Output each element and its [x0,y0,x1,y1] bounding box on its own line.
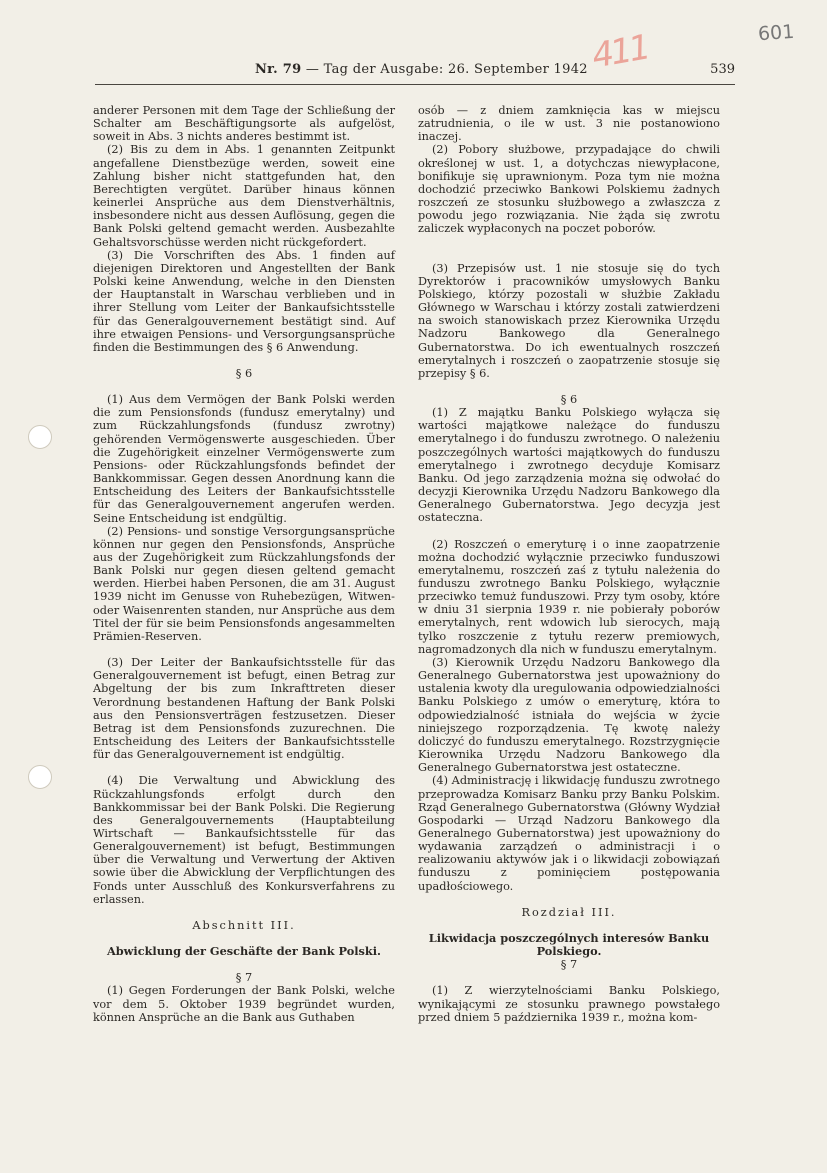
paragraph: (1) Z majątku Banku Polskiego wyłącza się wartości majątkowe należące do funduszu emerytalnego i do funduszu zwrotnego. O należeniu poszczególnych wartości majątkowych do funduszu emerytalnego i zwrotnego decyduje Komisarz Banku. Od jego zarządzenia można się odwołać do decyzji Kierownika Urzędu Nadzoru Bankowego dla Generalnego Gubernatorstwa. Jego decyzja jest ostateczna. [418,406,720,525]
paragraph: (2) Pobory służbowe, przypadające do chwili określonej w ust. 1, a dotychczas niewypłacone, bonifikuje się uprawnionym. Poza tym nie można dochodzić przeciwko Bankowi Polskiemu żadnych roszczeń ze stosunku służbowego a zwłaszcza z powodu jego rozwiązania. Nie żąda się zwrotu zaliczek wypłaconych na poczet poborów. [418,143,720,236]
chapter-heading: Rozdział III. [521,905,617,919]
paragraph: (1) Gegen Forderungen der Bank Polski, welche vor dem 5. Oktober 1939 begründet wurden, können Ansprüche an die Bank aus Guthaben [93,984,395,1024]
chapter-title: Likwidacja poszczególnych interesów Banku Polskiego. [428,930,710,959]
header-rule [95,84,735,85]
punch-hole-icon [28,765,52,789]
paragraph: (2) Roszczeń o emeryturę i o inne zaopatrzenie można dochodzić wyłącznie przeciwko funduszowi emerytalnemu, roszczeń zaś z tytułu należenia do funduszu zwrotnego Banku Polskiego, wyłącznie przeciwko temuż funduszowi. Przy tym osoby, które w dniu 31 sierpnia 1939 r. nie pobierały poborów emerytalnych, rent wdowich lub sierocych, mają tylko roszczenie z tytułu rezerw premiowych, nagromadzonych dla nich w funduszu emerytalnym. [418,537,720,656]
paragraph: (1) Aus dem Vermögen der Bank Polski werden die zum Pensionsfonds (fundusz emerytalny) und zum Rückzahlungsfonds (fundusz zwrotny) gehörenden Vermögenswerte ausgeschieden. Über die Zugehörigkeit einzelner Vermögenswerte zum Pensions- oder Rückzahlungsfonds befindet der Bankkommissar. Gegen dessen Anordnung kann die Entscheidung des Leiters der Bankaufsichtsstelle für das Generalgouvernement angerufen werden. Seine Entscheidung ist endgültig. [93,393,395,525]
chapter-heading: Abschnitt III. [192,918,296,932]
german-column [93,104,395,1024]
paragraph: (1) Z wierzytelnościami Banku Polskiego, wynikającymi ze stosunku prawnego powstałego przed dniem 5 października 1939 r., można kom- [418,984,720,1024]
red-handwritten-mark: 411 [588,27,651,77]
header-issue [255,62,588,77]
issue-date: — Tag der Ausgabe: 26. September 1942 [305,62,588,77]
paragraph: (4) Die Verwaltung und Abwicklung des Rückzahlungsfonds erfolgt durch den Bankkommissar bei der Bank Polski. Die Regierung des Generalgouvernements (Hauptabteilung Wirtschaft — Bankaufsichtsstelle für das Generalgouvernement) ist befugt, Bestimmungen über die Verwaltung und Verwertung der Aktiven sowie über die Abwicklung der Verpflichtungen des Fonds unter Ausschluß des Konkursverfahrens zu erlassen. [93,774,395,906]
punch-hole-icon [28,425,52,449]
issue-number: Nr. 79 [255,62,302,77]
chapter-title: Abwicklung der Geschäfte der Bank Polski. [107,944,381,959]
paragraph: (2) Bis zu dem in Abs. 1 genannten Zeitpunkt angefallene Dienstbezüge werden, soweit eine Zahlung bisher nicht stattgefunden hat, den Berechtigten vergütet. Darüber hinaus können keinerlei Ansprüche aus dem Dienstverhältnis, insbesondere nicht aus dessen Auflösung, gegen die Bank Polski geltend gemacht werden. Ausbezahlte Gehaltsvorschüsse werden nicht rückgefordert. [93,143,395,249]
paragraph: osób — z dniem zamknięcia kas w miejscu zatrudnienia, o ile w ust. 3 nie postanowiono inaczej. [418,104,720,144]
paragraph: (2) Pensions- und sonstige Versorgungsansprüche können nur gegen den Pensionsfonds, Ansprüche aus der Zugehörigkeit zum Rückzahlungsfonds der Bank Polski nur gegen diesen geltend gemacht werden. Hierbei haben Personen, die am 31. August 1939 nicht im Genusse von Ruhebezügen, Witwen- oder Waisenrenten standen, nur Ansprüche aus dem Titel der für sie beim Pensionsfonds angesammelten Prämien-Reserven. [93,524,395,643]
polish-column [418,104,720,1024]
paragraph: (3) Der Leiter der Bankaufsichtsstelle für das Generalgouvernement ist befugt, einen Betrag zur Abgeltung der bis zum Inkrafttreten dieser Verordnung bestandenen Haftung der Bank Polski aus den Pensionsverträgen festzusetzen. Dieser Betrag ist dem Pensionsfonds zuzurechnen. Die Entscheidung des Leiters der Bankaufsichtsstelle für das Generalgouvernement ist endgültig. [93,656,395,762]
section-heading: § 7 [560,958,578,972]
section-heading: § 6 [560,392,578,406]
section-heading: § 6 [235,366,253,380]
pencil-archive-number: 601 [757,20,795,46]
page-number: 539 [710,62,735,77]
paragraph: (3) Kierownik Urzędu Nadzoru Bankowego dla Generalnego Gubernatorstwa jest upoważniony do ustalenia kwoty dla uregulowania odpowiedzialności Banku Polskiego z umów o emeryturę, która to odpowiedzialność istniała do wejścia w życie niniejszego rozporządzenia. Tę kwotę należy doliczyć do funduszu emerytalnego. Rozstrzygnięcie Kierownika Urzędu Nadzoru Bankowego dla Generalnego Gubernatorstwa jest ostateczne. [418,655,720,775]
paragraph: (4) Administrację i likwidację funduszu zwrotnego przeprowadza Komisarz Banku przy Banku Polskim. Rząd Generalnego Gubernatorstwa (Główny Wydział Gospodarki — Urząd Nadzoru Bankowego dla Generalnego Gubernatorstwa) jest upoważniony do wydawania zarządzeń o administracji i o realizowaniu aktywów jak i o likwidacji zobowiązań funduszu z pominięciem postępowania upadłościowego. [418,774,720,893]
section-heading: § 7 [235,971,253,985]
paragraph: (3) Przepisów ust. 1 nie stosuje się do tych Dyrektorów i pracowników umysłowych Banku Polskiego, którzy pozostali w służbie Zakładu Głównego w Warschau i którzy zostali zatwierdzeni na swoich stanowiskach przez Kierownika Urzędu Nadzoru Bankowego dla Generalnego Gubernatorstwa. Do ich ewentualnych roszczeń emerytalnych i roszczeń o zaopatrzenie stosuje się przepisy § 6. [418,261,720,380]
paragraph: (3) Die Vorschriften des Abs. 1 finden auf diejenigen Direktoren und Angestellten der Bank Polski keine Anwendung, welche in den Diensten der Hauptanstalt in Warschau verblieben und in ihrer Stellung vom Leiter der Bankaufsichtsstelle für das Generalgouvernement bestätigt sind. Auf ihre etwaigen Pensions- und Versorgungsansprüche finden die Bestimmungen des § 6 Anwendung. [93,248,395,354]
paragraph: anderer Personen mit dem Tage der Schließung der Schalter am Beschäftigungsorte als aufgelöst, soweit in Abs. 3 nichts anderes bestimmt ist. [93,104,395,144]
